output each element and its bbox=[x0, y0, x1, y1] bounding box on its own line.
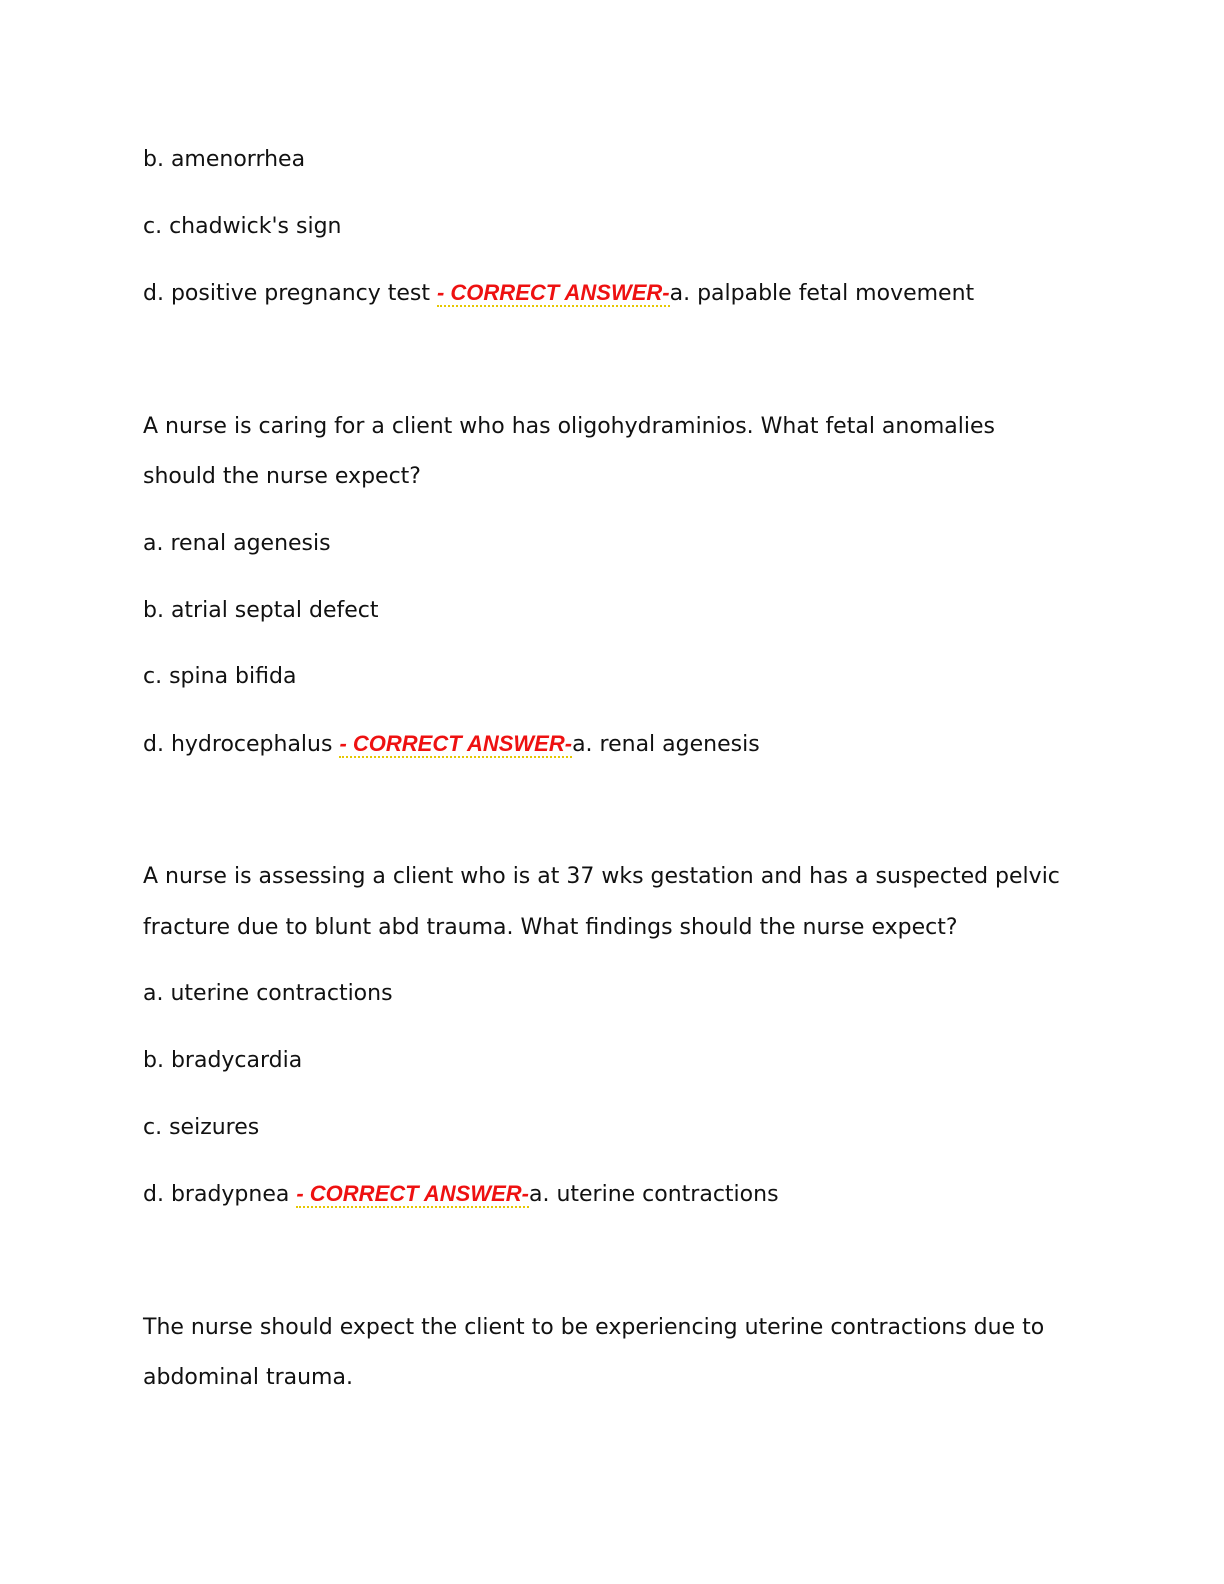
option-text: c. spina bifida bbox=[143, 664, 297, 689]
rationale-text: abdominal trauma. bbox=[143, 1365, 353, 1390]
question-line bbox=[143, 413, 995, 441]
option-c bbox=[143, 1114, 259, 1142]
correct-answer-text: a. uterine contractions bbox=[528, 1182, 779, 1207]
option-a bbox=[143, 980, 393, 1008]
correct-answer-marker: - CORRECT ANSWER- bbox=[296, 1181, 529, 1206]
option-text: b. amenorrhea bbox=[143, 147, 306, 172]
option-text: d. bradypnea bbox=[143, 1182, 297, 1207]
option-d-with-answer bbox=[143, 730, 760, 759]
option-c bbox=[143, 663, 296, 691]
option-d-with-answer bbox=[143, 1180, 779, 1209]
question-line bbox=[143, 463, 421, 491]
question-text: A nurse is assessing a client who is at 37 wks gestation and has a suspected pelvic bbox=[143, 864, 1060, 889]
rationale-line bbox=[143, 1314, 1044, 1342]
question-text: should the nurse expect? bbox=[143, 464, 421, 489]
option-b bbox=[143, 146, 305, 174]
correct-answer-marker: - CORRECT ANSWER- bbox=[339, 731, 573, 756]
option-text: a. renal agenesis bbox=[143, 531, 331, 556]
option-text: d. positive pregnancy test bbox=[143, 281, 437, 306]
option-a bbox=[143, 530, 331, 558]
option-b bbox=[143, 1047, 302, 1075]
option-text: c. seizures bbox=[143, 1115, 260, 1140]
rationale-line bbox=[143, 1364, 353, 1392]
correct-answer-marker: - CORRECT ANSWER- bbox=[436, 280, 670, 305]
option-b bbox=[143, 597, 378, 625]
question-text: A nurse is caring for a client who has oligohydraminios. What fetal anomalies bbox=[143, 414, 995, 439]
option-text: d. hydrocephalus bbox=[143, 732, 340, 757]
question-line bbox=[143, 863, 1060, 891]
option-c bbox=[143, 213, 342, 241]
option-text: b. atrial septal defect bbox=[143, 598, 379, 623]
option-d-with-answer bbox=[143, 279, 974, 308]
question-text: fracture due to blunt abd trauma. What findings should the nurse expect? bbox=[143, 915, 958, 940]
rationale-text: The nurse should expect the client to be experiencing uterine contractions due to bbox=[143, 1315, 1045, 1340]
question-line bbox=[143, 914, 958, 942]
option-text: b. bradycardia bbox=[143, 1048, 303, 1073]
correct-answer-text: a. renal agenesis bbox=[572, 732, 760, 757]
correct-answer-text: a. palpable fetal movement bbox=[669, 281, 975, 306]
option-text: a. uterine contractions bbox=[143, 981, 393, 1006]
option-text: c. chadwick's sign bbox=[143, 214, 342, 239]
